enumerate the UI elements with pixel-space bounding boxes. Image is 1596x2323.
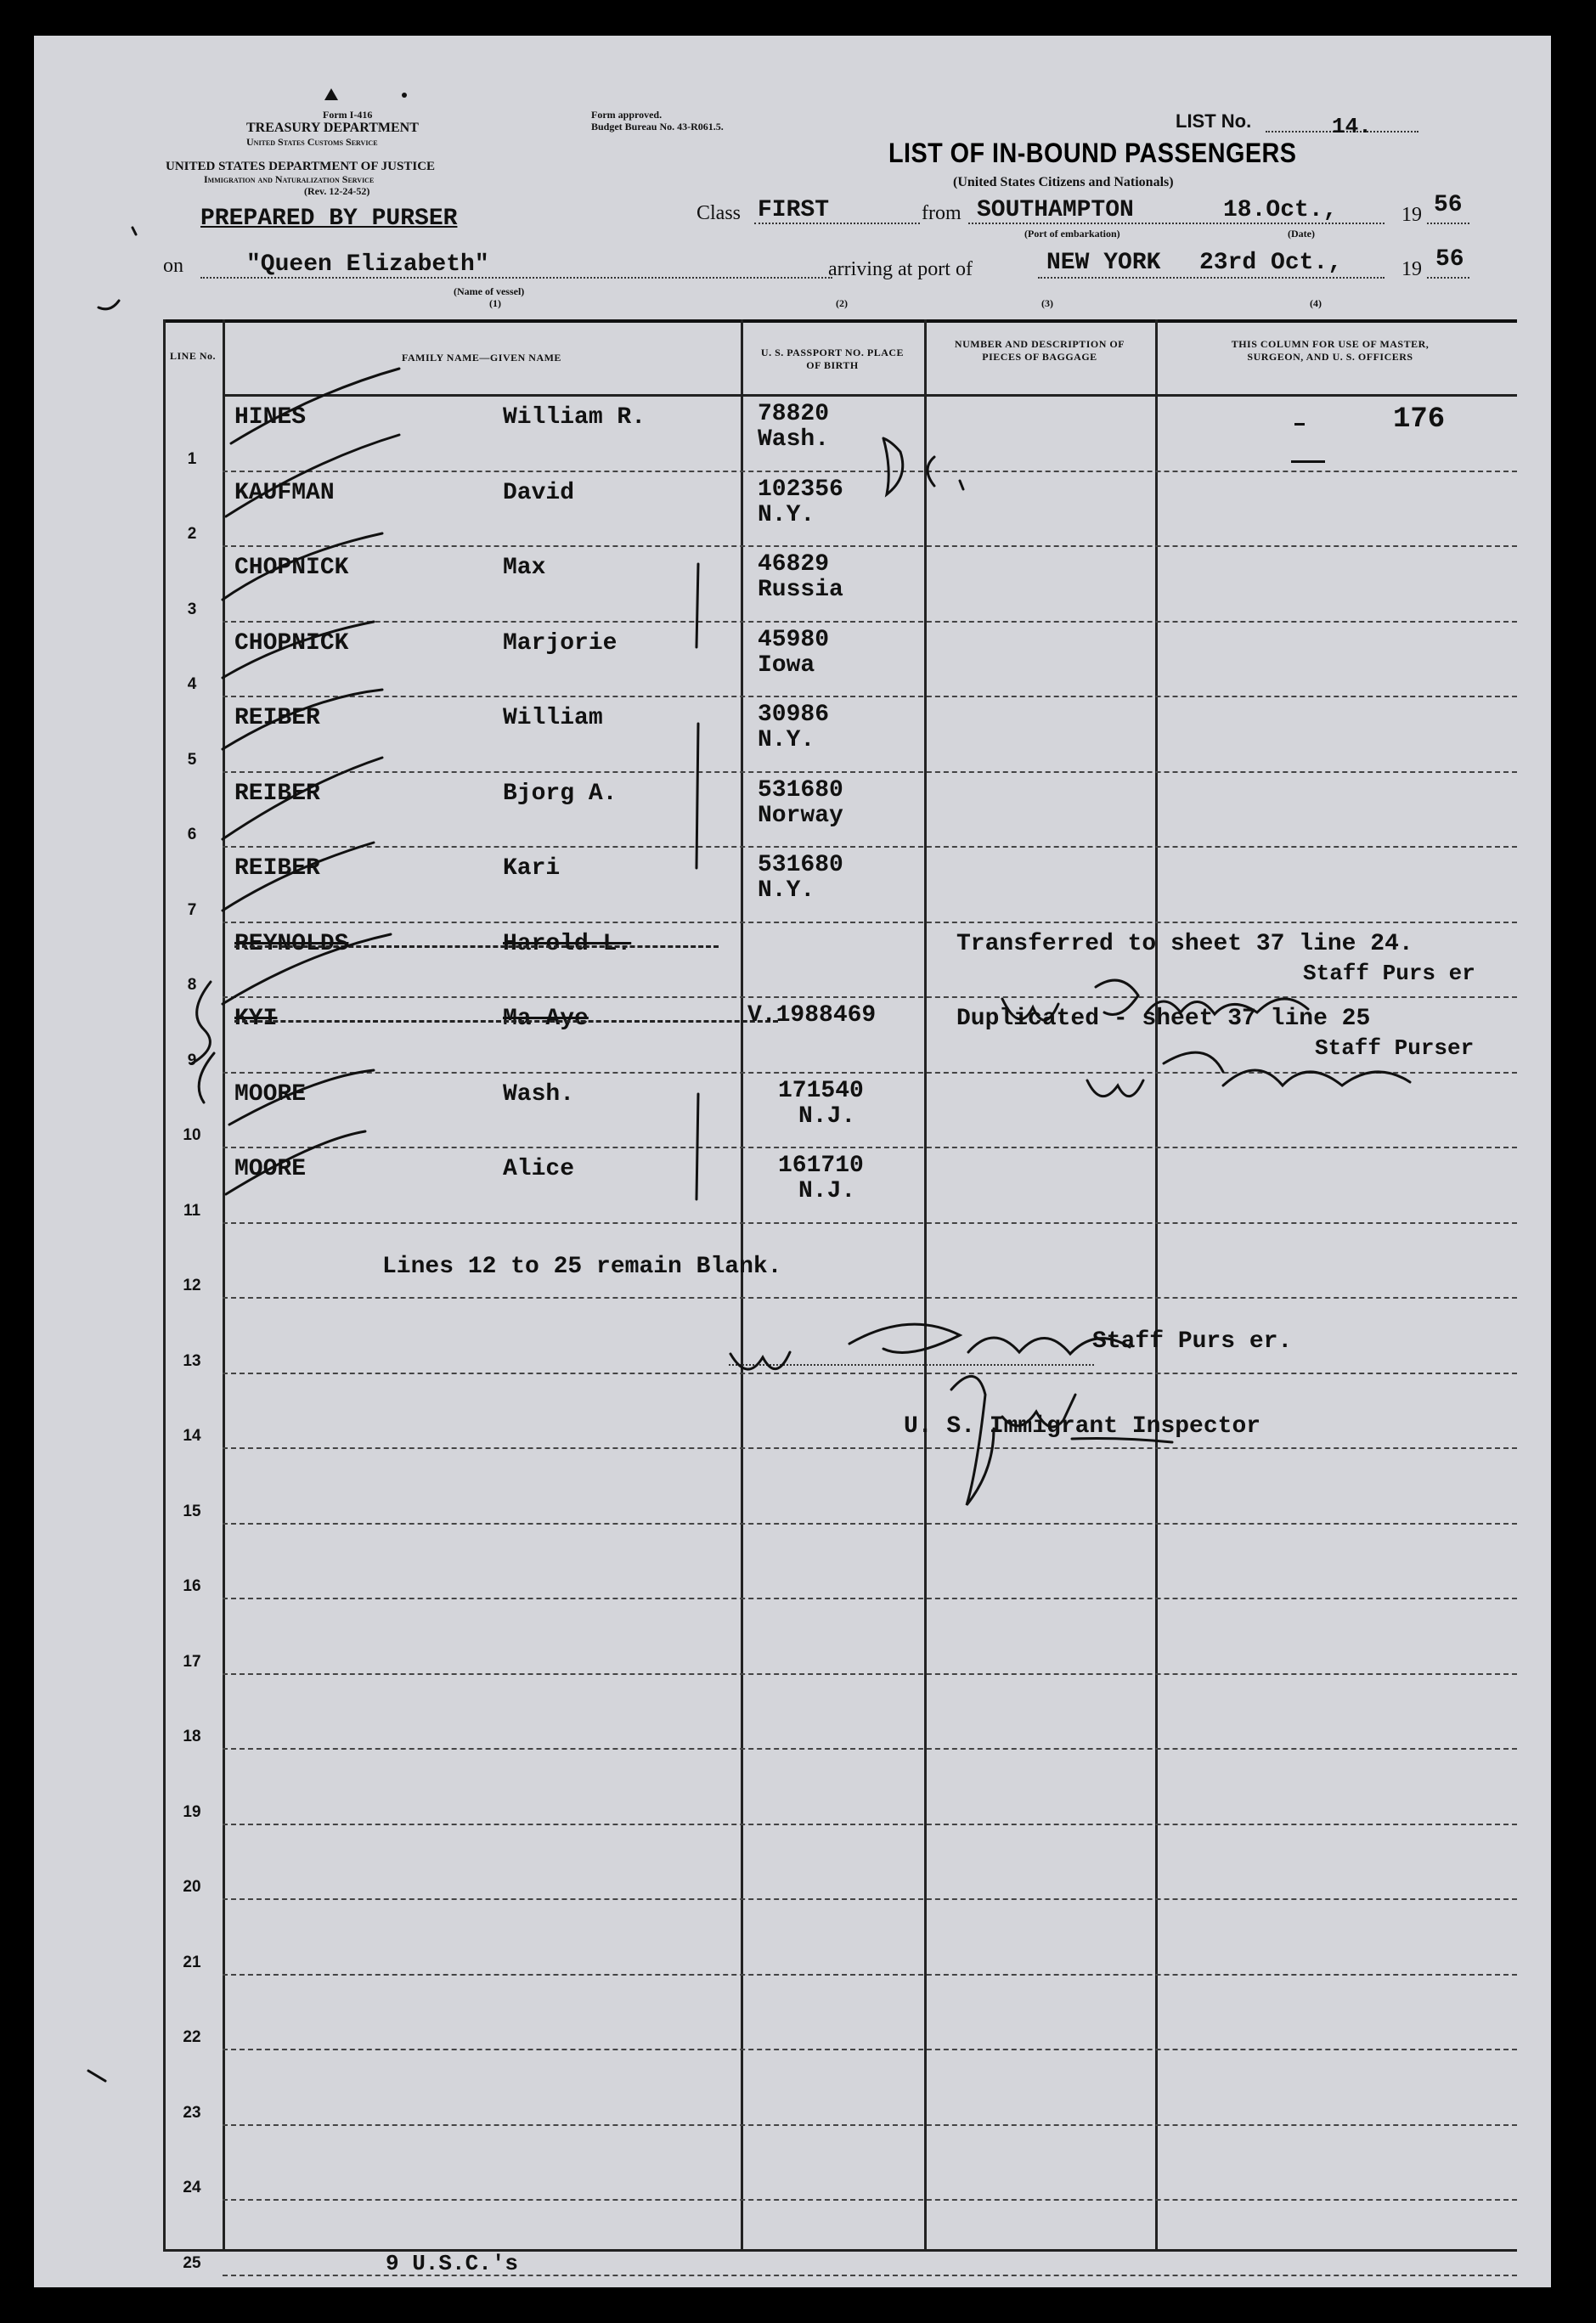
family-name: REIBER	[234, 855, 320, 882]
form-approved: Form approved.	[591, 109, 663, 121]
passport-number: 171540	[778, 1077, 864, 1104]
from-date: 18.Oct.,	[1223, 197, 1338, 223]
given-name: David	[503, 479, 575, 506]
family-name: CHOPNICK	[234, 629, 349, 657]
place-of-birth: Iowa	[758, 651, 815, 679]
line-number: 25	[183, 2253, 201, 2272]
date-label: (Date)	[1288, 228, 1315, 240]
inspector-label: U. S. Immigrant Inspector	[904, 1413, 1261, 1440]
from-year-prefix: 19	[1401, 204, 1422, 226]
class-label: Class	[696, 202, 742, 224]
header-officers: THIS COLUMN FOR USE OF MASTER, SURGEON, AND U. S. OFFICERS	[1231, 338, 1430, 363]
family-name: REIBER	[234, 780, 320, 807]
passport-number: 161710	[778, 1153, 864, 1179]
header-family-name: FAMILY NAME—GIVEN NAME	[402, 352, 561, 364]
given-name: Ma Aye	[503, 1006, 589, 1032]
passport-number: V.1988469	[747, 1002, 877, 1029]
remark-signature-title: Staff Purser	[1315, 1035, 1475, 1061]
vessel-name-label: (Name of vessel)	[454, 285, 525, 297]
ins-label: Immigration and Naturalization Service	[204, 173, 375, 185]
given-name: William R.	[503, 404, 646, 431]
header-baggage: NUMBER AND DESCRIPTION OF PIECES OF BAGGAGE	[954, 338, 1125, 363]
line-number: 18	[183, 1728, 201, 1745]
line-number: 19	[183, 1802, 201, 1821]
family-name: REIBER	[234, 705, 320, 731]
line-number: 3	[187, 600, 197, 618]
line-number: 12	[183, 1277, 201, 1294]
column-3-label: (3)	[1041, 297, 1053, 309]
place-of-birth: Norway	[758, 802, 843, 829]
line-number: 23	[183, 2103, 201, 2122]
treasury-label: TREASURY DEPARTMENT	[246, 121, 419, 135]
form-number: Form I-416	[323, 109, 373, 121]
remark-text: Duplicated - sheet 37 line 25	[956, 1006, 1371, 1032]
passport-number: 30986	[758, 702, 830, 728]
passport-number: 46829	[758, 551, 830, 578]
line-number: 4	[187, 675, 197, 693]
line-number: 13	[183, 1351, 201, 1370]
revision-label: (Rev. 12-24-52)	[304, 185, 370, 197]
given-name: Alice	[503, 1156, 575, 1182]
line-number: 7	[187, 900, 197, 919]
blank-lines-note: Lines 12 to 25 remain Blank.	[382, 1254, 782, 1280]
column-1-label: (1)	[489, 297, 501, 309]
budget-bureau: Budget Bureau No. 43-R061.5.	[591, 121, 724, 133]
arriving-year-prefix: 19	[1401, 258, 1422, 280]
staff-purser-label: Staff Purs er.	[1092, 1328, 1293, 1355]
usc-note: 9 U.S.C.'s	[386, 2251, 519, 2276]
place-of-birth: N.J.	[798, 1178, 856, 1204]
passport-number: 531680	[758, 852, 843, 878]
line-number: 22	[183, 2028, 201, 2046]
from-year: 56	[1434, 192, 1463, 218]
line-number: 10	[183, 1126, 201, 1144]
from-port: SOUTHAMPTON	[977, 197, 1134, 223]
line-number: 6	[187, 826, 197, 843]
arriving-year: 56	[1435, 246, 1464, 273]
port-embarkation-label: (Port of embarkation)	[1024, 228, 1120, 240]
header-passport: U. S. PASSPORT NO. PLACE OF BIRTH	[760, 347, 905, 371]
place-of-birth: Wash.	[758, 426, 830, 453]
page-subtitle: (United States Citizens and Nationals)	[953, 175, 1174, 189]
given-name: Harold L.	[503, 930, 632, 957]
from-label: from	[922, 202, 962, 224]
line-number: 16	[183, 1577, 201, 1595]
family-name: CHOPNICK	[234, 555, 349, 581]
line-number: 11	[183, 1201, 201, 1220]
given-name: William	[503, 705, 603, 731]
column-4-label: (4)	[1310, 297, 1322, 309]
place-of-birth: N.Y.	[758, 727, 815, 753]
line-number: 5	[187, 750, 197, 769]
family-name: HINES	[234, 404, 307, 431]
list-no-value: 14.	[1332, 114, 1372, 139]
line-number: 24	[183, 2179, 201, 2196]
place-of-birth: N.Y.	[758, 877, 815, 904]
place-of-birth: N.Y.	[758, 501, 815, 528]
passport-number: 531680	[758, 776, 843, 803]
family-name: MOORE	[234, 1156, 307, 1182]
line-number: 15	[183, 1502, 201, 1520]
line-number: 1	[187, 449, 197, 468]
arriving-port: NEW YORK	[1046, 250, 1161, 276]
arriving-label: arriving at port of	[828, 258, 973, 280]
family-name: REYNOLDS	[234, 930, 349, 957]
family-name: MOORE	[234, 1080, 307, 1108]
prepared-by-purser: PREPARED BY PURSER	[200, 206, 458, 232]
line-number: 20	[183, 1878, 201, 1896]
given-name: Max	[503, 555, 546, 581]
given-name: Bjorg A.	[503, 780, 618, 807]
header-line-no: LINE No.	[169, 350, 216, 362]
line-number: 17	[183, 1652, 201, 1671]
arriving-date: 23rd Oct.,	[1199, 250, 1343, 276]
line-number: 21	[183, 1953, 201, 1971]
given-name: Kari	[503, 855, 561, 882]
given-name: Wash.	[503, 1080, 575, 1108]
list-no-label: LIST No.	[1176, 110, 1252, 132]
remark-signature-title: Staff Purs er	[1303, 960, 1475, 986]
customs-label: United States Customs Service	[246, 136, 378, 148]
family-name: KYI	[234, 1006, 278, 1032]
officer-note: 176	[1393, 403, 1446, 436]
class-value: FIRST	[758, 197, 830, 223]
line-number: 2	[187, 525, 197, 543]
page-title: LIST OF IN-BOUND PASSENGERS	[888, 138, 1297, 168]
line-number: 8	[187, 976, 197, 994]
vessel-name: "Queen Elizabeth"	[246, 251, 489, 278]
on-label: on	[163, 255, 183, 277]
line-number: 14	[183, 1427, 201, 1445]
given-name: Marjorie	[503, 629, 618, 657]
passport-number: 78820	[758, 401, 830, 427]
handwritten-marks	[34, 36, 1551, 2287]
doj-label: UNITED STATES DEPARTMENT OF JUSTICE	[166, 160, 436, 173]
column-2-label: (2)	[836, 297, 848, 309]
place-of-birth: N.J.	[798, 1102, 856, 1130]
place-of-birth: Russia	[758, 577, 843, 603]
family-name: KAUFMAN	[234, 479, 335, 506]
passport-number: 102356	[758, 476, 843, 503]
remark-text: Transferred to sheet 37 line 24.	[956, 930, 1413, 957]
line-number: 9	[187, 1051, 197, 1069]
passport-number: 45980	[758, 626, 830, 653]
document-sheet	[34, 36, 1551, 2287]
